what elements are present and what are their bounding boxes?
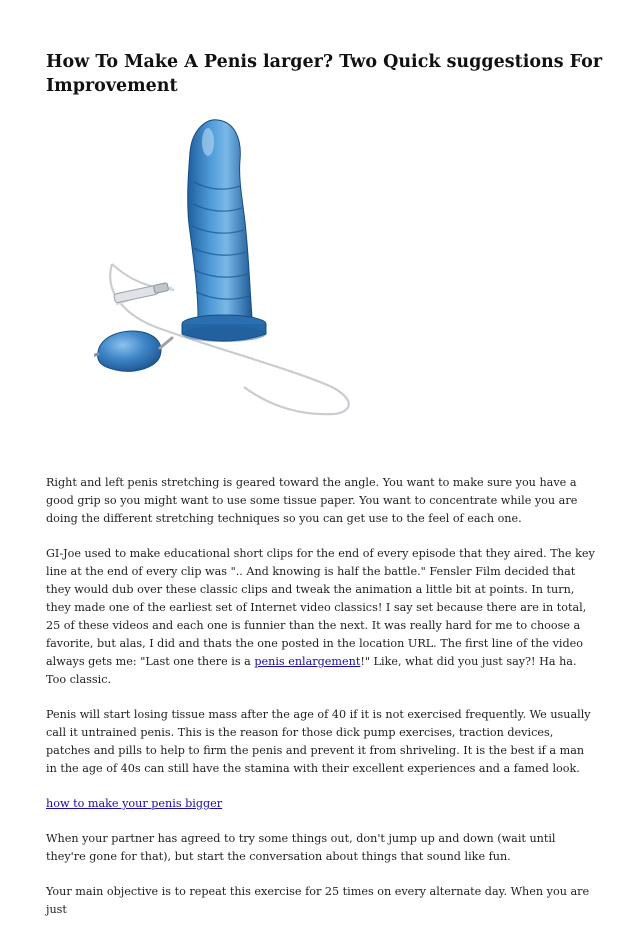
page-title: How To Make A Penis larger? Two Quick suggestions For Improvement xyxy=(46,52,603,96)
link-paragraph xyxy=(46,795,598,813)
paragraph-1: Right and left penis stretching is geared toward the angle. You want to make sure you have a good grip so you might want to use some tissue paper. You want to concentrate while you are doing the different stretching techniques so you can get use to the feel of each one. xyxy=(46,476,578,525)
paragraph-3: Penis will start losing tissue mass after the age of 40 if it is not exercised frequently. We usually call it untrained penis. This is the reason for those dick pump exercises, traction devices, patches and pills to help to firm the penis and prevent it from shriveling. It is the best if a man in the age of 40s can still have the stamina with their excellent experiences and a famed look. xyxy=(46,708,591,775)
product-image xyxy=(94,112,384,442)
paragraph-2-text-b: !" Like, what did you just say?! Ha ha. Too classic. xyxy=(46,655,577,686)
how-to-make-bigger-link[interactable]: how to make your penis bigger xyxy=(46,797,223,810)
paragraph-2-text-a: GI-Joe used to make educational short clips for the end of every episode that they aired. The key line at the end of every clip was ".. And knowing is half the battle." Fensler Film decided that they would dub over these classic clips and tweak the animation a little bit at points. In turn, they made one of the earliest set of Internet video classics! I say set because there are in total, 25 of these videos and each one is funnier than the next. It was really hard for me to choose a favorite, but alas, I did and thats the one posted in the location URL. The first line of the video always gets me: "Last one there is a xyxy=(46,547,595,668)
article-body xyxy=(46,474,598,936)
penis-enlargement-link[interactable]: penis enlargement xyxy=(254,655,361,668)
paragraph-2 xyxy=(46,545,598,689)
paragraph-5: Your main objective is to repeat this exercise for 25 times on every alternate day. When you are just xyxy=(46,885,590,916)
paragraph-4: When your partner has agreed to try some things out, don't jump up and down (wait until they're gone for that), but start the conversation about things that sound like fun. xyxy=(46,832,556,863)
